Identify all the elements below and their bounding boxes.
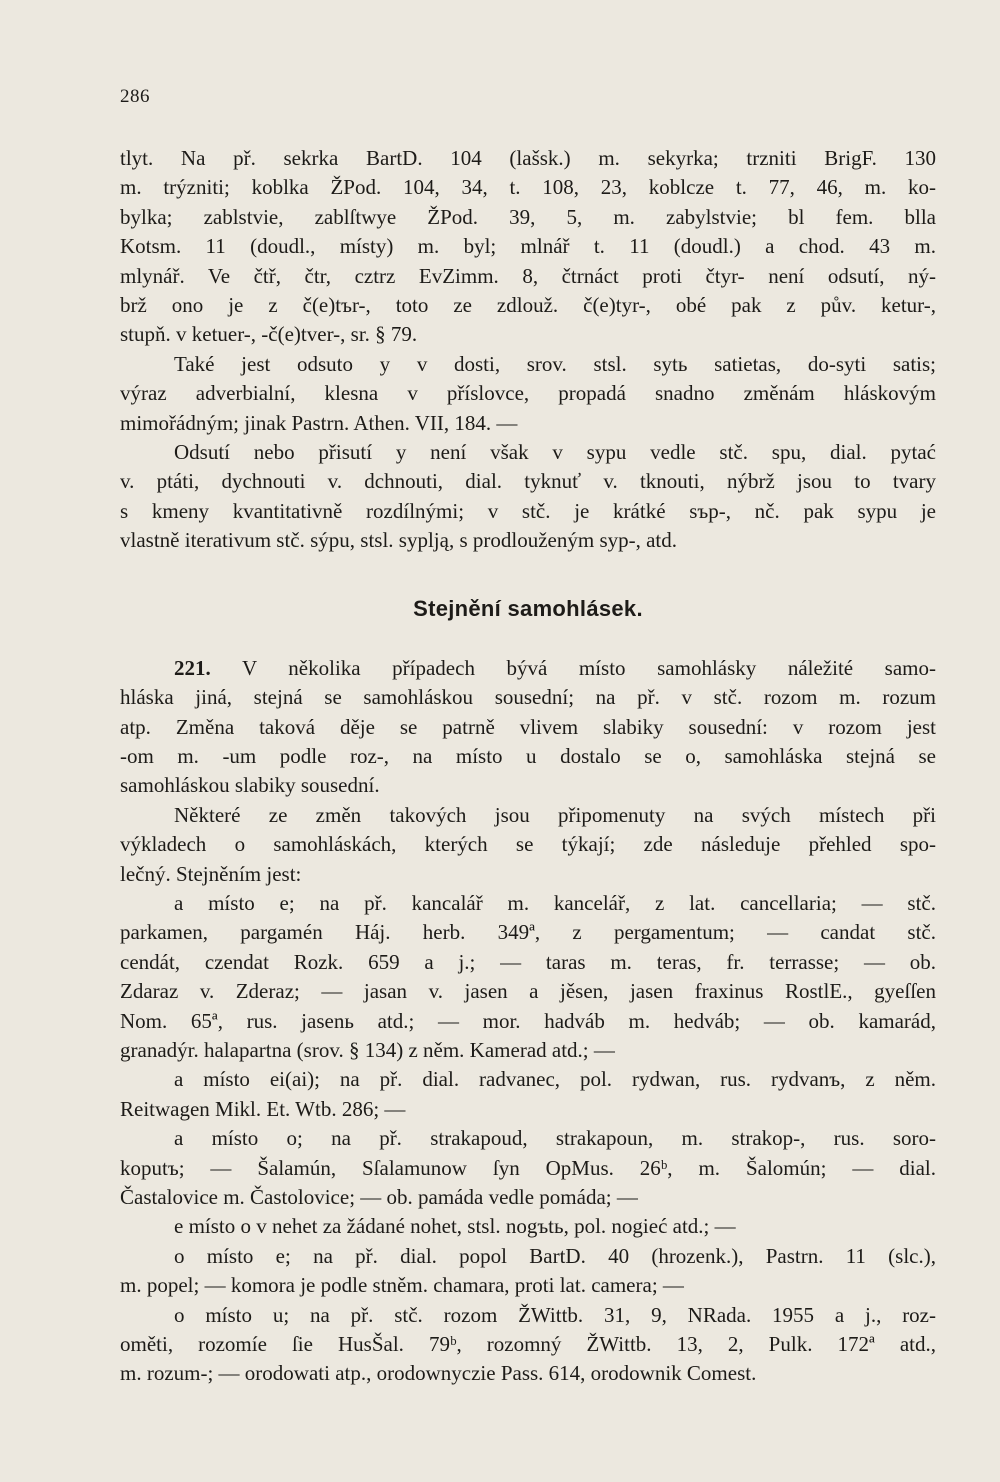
text-line: parkamen, pargamén Háj. herb. 349ª, z pergamentum; — candat stč. (120, 920, 936, 945)
text-line: bylka; zablstvie, zablſtwye ŽPod. 39, 5, m. zabylstvie; bl fem. blla (120, 204, 936, 229)
text-line: s kmeny kvantitativně rozdílnými; v stč. je krátké sъp-, nč. pak sypu je (120, 498, 936, 523)
text-line: mimořádným; jinak Pastrn. Athen. VII, 184. — (120, 410, 518, 435)
text-line: stupň. v ketuer-, -č(e)tver-, sr. § 79. (120, 322, 418, 347)
text-line: a místo e; na př. kancalář m. kancelář, z lat. cancellaria; — stč. (174, 890, 936, 915)
paragraph (120, 438, 936, 556)
text-line: Nom. 65ª, rus. jasenь atd.; — mor. hadváb m. hedváb; — ob. kamarád, (120, 1008, 936, 1033)
text-line: hláska jiná, stejná se samohláskou sousední; na př. v stč. rozom m. rozum (120, 685, 936, 710)
text-line: tlyt. Na př. sekrka BartD. 104 (lašsk.) m. sekyrka; trzniti BrigF. 130 (120, 146, 936, 170)
body-text-top (120, 144, 936, 556)
text-line: v. ptáti, dychnouti v. dchnouti, dial. tyknuť v. tknouti, nýbrž jsou to tvary (120, 469, 936, 494)
text-line: Odsutí nebo přisutí y není však v sypu vedle stč. spu, dial. pytać (174, 440, 936, 465)
paragraph (120, 350, 936, 438)
paragraph (120, 654, 936, 801)
text-line: výraz adverbialní, klesna v příslovce, propadá snadno změnám hláskovým (120, 381, 936, 406)
paragraph (120, 1212, 936, 1241)
text-line: a místo ei(ai); na př. dial. radvanec, pol. rydwan, rus. rydvanъ, z něm. (174, 1067, 936, 1092)
text-line-content: V několika případech bývá místo samohlásky náležité samo- (241, 655, 936, 680)
paragraph (120, 1242, 936, 1301)
section-heading: Stejnění samohlásek. (413, 595, 643, 621)
text-line: a místo o; na př. strakapoud, strakapoun, m. strakop-, rus. soro- (174, 1126, 936, 1151)
text-line: Reitwagen Mikl. Et. Wtb. 286; — (120, 1096, 406, 1121)
paragraph (120, 144, 936, 350)
section-number: 221. (174, 655, 211, 680)
text-line: e místo o v nehet za žádané nohet, stsl. nogъtь, pol. nogieć atd.; — (174, 1214, 736, 1239)
paragraph (120, 1124, 936, 1212)
paragraph (120, 889, 936, 1065)
text-line: Zdaraz v. Zderaz; — jasan v. jasen a jěsen, jasen fraxinus RostlE., gyeſſen (120, 979, 936, 1004)
text-line: vlastně iterativum stč. sýpu, stsl. syplją, s prodlouženým syp-, atd. (120, 528, 678, 553)
text-line: cendát, czendat Rozk. 659 a j.; — taras m. teras, fr. terrasse; — ob. (120, 949, 936, 974)
paragraph (120, 1301, 936, 1389)
text-line: samohláskou slabiky sousední. (120, 773, 380, 798)
text-line: atp. Změna taková děje se patrně vlivem slabiky sousední: v rozom jest (120, 714, 936, 739)
text-line: Některé ze změn takových jsou připomenuty na svých místech při (174, 802, 936, 827)
text-line: oměti, rozomíe ſie HusŠal. 79ᵇ, rozomný ŽWittb. 13, 2, Pulk. 172ª atd., (120, 1332, 936, 1357)
text-line: o místo u; na př. stč. rozom ŽWittb. 31, 9, NRada. 1955 a j., roz- (174, 1302, 936, 1327)
paragraph (120, 801, 936, 889)
text-line (120, 654, 936, 683)
text-line: brž ono je z č(e)tъr-, toto ze zdlouž. č(e)tyr-, obé pak z pův. ketur-, (120, 293, 936, 318)
text-line: m. rozum-; — orodowati atp., orodownyczie Pass. 614, orodownik Comest. (120, 1361, 757, 1386)
page-number: 286 (120, 86, 150, 107)
paragraph (120, 1065, 936, 1124)
section-221-text (120, 654, 936, 1389)
text-line: Také jest odsuto y v dosti, srov. stsl. sytь satietas, do-syti satis; (174, 351, 936, 376)
text-line: o místo e; na př. dial. popol BartD. 40 (hrozenk.), Pastrn. 11 (slc.), (174, 1243, 936, 1268)
text-line: koputъ; — Šalamún, Sſalamunow ſyn OpMus. 26ᵇ, m. Šalomún; — dial. (120, 1155, 936, 1180)
text-line: -om m. -um podle roz-, na místo u dostalo se o, samohláska stejná se (120, 743, 936, 768)
text-line: výkladech o samohláskách, kterých se týkají; zde následuje přehled spo- (120, 832, 936, 857)
text-line: Kotsm. 11 (doudl., místy) m. byl; mlnář t. 11 (doudl.) a chod. 43 m. (120, 234, 936, 259)
text-line: Častalovice m. Častolovice; — ob. pamáda vedle pomáda; — (120, 1185, 638, 1209)
text-line: m. trýzniti; koblka ŽPod. 104, 34, t. 108, 23, koblcze t. 77, 46, m. ko- (120, 175, 936, 200)
text-line: granadýr. halapartna (srov. § 134) z něm. Kamerad atd.; — (120, 1037, 615, 1062)
text-line: m. popel; — komora je podle stněm. chamara, proti lat. camera; — (120, 1273, 684, 1298)
text-line: mlynář. Ve čtř, čtr, cztrz EvZimm. 8, čtrnáct proti čtyr- není odsutí, ný- (120, 263, 936, 288)
text-line: lečný. Stejněním jest: (120, 861, 302, 886)
